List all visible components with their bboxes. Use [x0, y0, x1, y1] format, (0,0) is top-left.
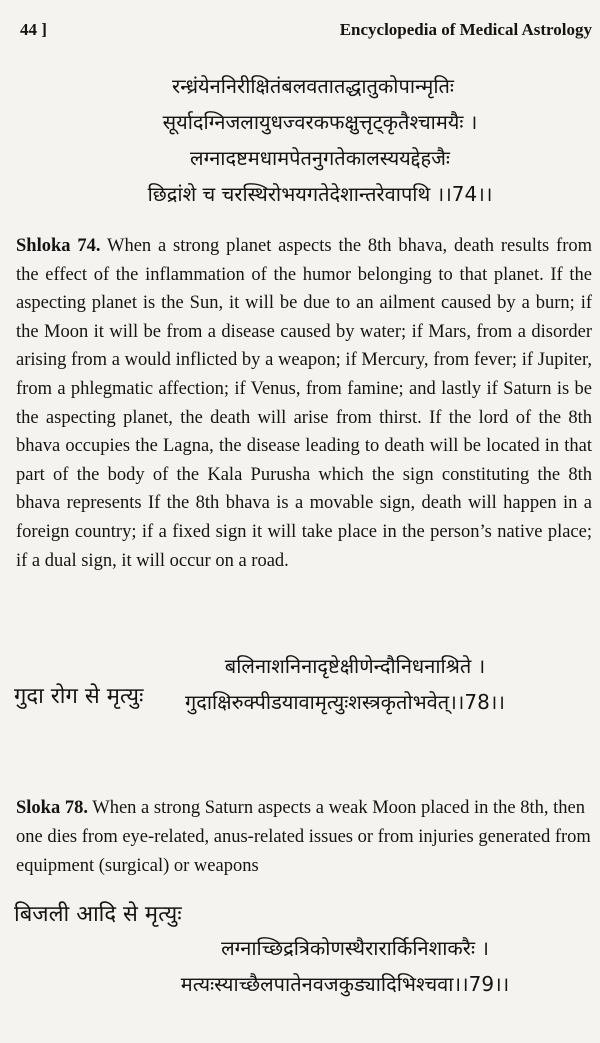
shloka-74-translation [16, 232, 592, 575]
subheading-lightning-death: बिजली आदि से मृत्युः [14, 902, 182, 927]
verse-74-line-1: रन्ध्रंयेननिरीक्षितंबलवतातद्धातुकोपान्मृतिः [172, 74, 454, 98]
verse-78 [0, 648, 600, 720]
subheading-anal-disease-death: गुदा रोग से मृत्युः [14, 684, 144, 709]
verse-78-line-2: गुदाक्षिरुक्पीडयावामृत्युःशस्त्रकृतोभवेत्।।78।। [185, 690, 505, 714]
verse-74 [0, 68, 600, 212]
verse-74-line-4: छिद्रांशे च चरस्थिरोभयगतेदेशान्तरेवापथि ।।74।। [147, 182, 493, 206]
book-title: Encyclopedia of Medical Astrology [339, 20, 592, 39]
page-header [20, 20, 592, 46]
verse-74-line-2: सूर्यादग्निजलायुधज्वरकफक्षुत्तृट्कृतैश्चामयैः । [162, 110, 478, 134]
verse-79-line-1: लग्नाच्छिद्रत्रिकोणस्थैरारार्किनिशाकरैः । [221, 936, 489, 960]
shloka-74-label: Shloka 74. [16, 236, 101, 256]
verse-79-line-2: मत्यःस्याच्छैलपातेनवजकुड्यादिभिश्चवा।।79।। [180, 972, 510, 996]
shloka-74-text: When a strong planet aspects the 8th bhava, death results from the effect of the inflammation of the humor belonging to that planet. If the aspecting planet is the Sun, it will be due to an ailment caused by a burn; if the Moon it will be from a disease caused by water; if Mars, from a disorder arising from a would inflicted by a weapon; if Mercury, from fever; if Jupiter, from a phlegmatic affection; if Venus, from famine; and lastly if Saturn is be the aspecting planet, the death will arise from thirst. If the lord of the 8th bhava occupies the Lagna, the disease leading to death will be located in that part of the body of the Kala Purusha which the sign constituting the 8th bhava represents If the 8th bhava is a movable sign, death will happen in a foreign country; if a fixed sign it will take place in the person’s native place; if a dual sign, it will occur on a road. [16, 236, 592, 571]
sloka-78-text: When a strong Saturn aspects a weak Moon placed in the 8th, then one dies from eye-related, anus-related issues or from injuries generated from equipment (surgical) or weapons [16, 798, 591, 876]
verse-78-line-1: बलिनाशनिनादृष्टेक्षीणेन्दौनिधनाश्रिते । [224, 654, 486, 678]
verse-79 [0, 930, 600, 1002]
page-number: 44 ] [20, 20, 47, 39]
verse-74-line-3: लग्नादष्टमधामपेतनुगतेकालस्ययद्देहजैः [190, 146, 450, 170]
sloka-78-translation [16, 794, 592, 881]
sloka-78-label: Sloka 78. [16, 798, 88, 818]
